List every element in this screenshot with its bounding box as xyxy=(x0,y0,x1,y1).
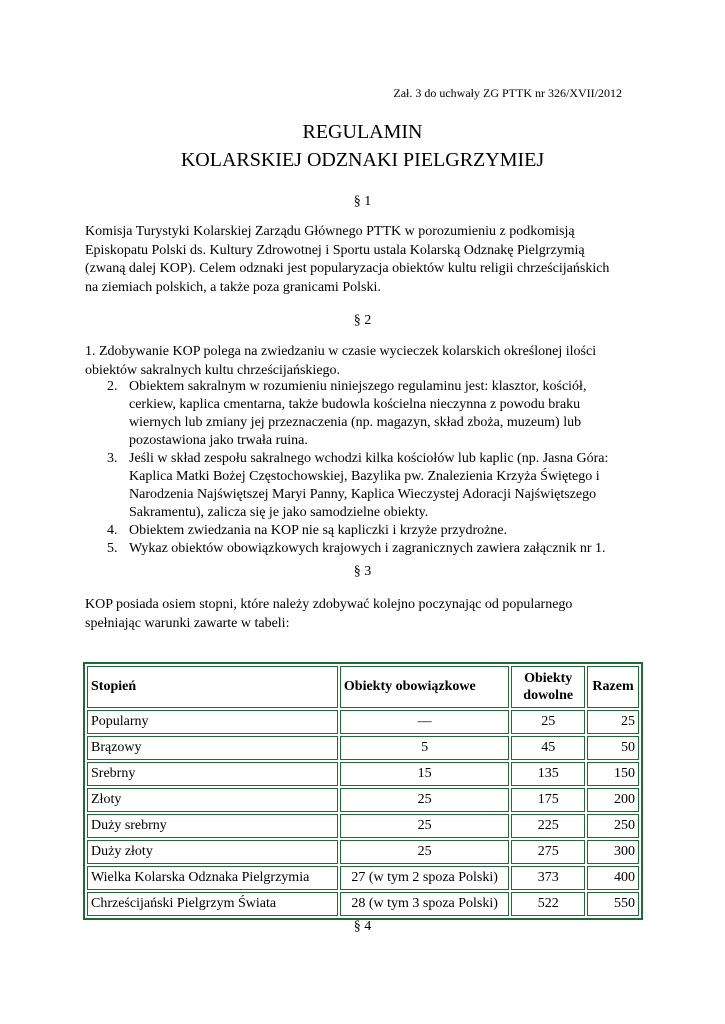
cell-degree: Popularny xyxy=(87,710,338,734)
cell-total: 400 xyxy=(587,866,639,890)
cell-optional: 135 xyxy=(511,762,585,786)
cell-total: 200 xyxy=(587,788,639,812)
cell-optional: 373 xyxy=(511,866,585,890)
header-optional-line-1: Obiekty xyxy=(524,671,573,686)
section-1-text xyxy=(85,223,645,297)
cell-total: 50 xyxy=(587,736,639,760)
section-3-heading: § 3 xyxy=(353,564,372,579)
table-row xyxy=(87,814,639,838)
cell-total: 25 xyxy=(587,710,639,734)
text-line: Obiektem zwiedzania na KOP nie są kapliczki i krzyże przydrożne. xyxy=(129,523,508,538)
section-4-heading: § 4 xyxy=(353,919,372,934)
cell-optional: 225 xyxy=(511,814,585,838)
section-1-heading: § 1 xyxy=(353,194,372,209)
text-line: spełniając warunki zawarte w tabeli: xyxy=(85,615,290,631)
table-header-row xyxy=(87,666,639,708)
cell-mandatory: 15 xyxy=(340,762,509,786)
cell-mandatory: 28 (w tym 3 spoza Polski) xyxy=(340,892,509,916)
document-title xyxy=(0,118,725,174)
cell-total: 250 xyxy=(587,814,639,838)
table-row xyxy=(87,762,639,786)
list-item-number: 2. xyxy=(107,379,118,394)
table-row xyxy=(87,866,639,890)
section-3-text xyxy=(85,596,645,633)
cell-degree: Złoty xyxy=(87,788,338,812)
text-line: Obiektem sakralnym w rozumieniu niniejszego regulaminu jest: klasztor, kościół, xyxy=(129,379,587,394)
cell-mandatory: 27 (w tym 2 spoza Polski) xyxy=(340,866,509,890)
section-2-heading: § 2 xyxy=(353,313,372,328)
cell-degree: Duży srebrny xyxy=(87,814,338,838)
cell-total: 300 xyxy=(587,840,639,864)
header-degree: Stopień xyxy=(87,666,338,708)
title-line-1: REGULAMIN xyxy=(302,121,423,143)
text-line: wiernych lub zmiany jej przeznaczenia (np. magazyn, skład zboża, muzeum) lub xyxy=(129,415,582,430)
header-optional-line-2: dowolne xyxy=(523,688,574,703)
degrees-table xyxy=(83,662,643,920)
text-line: na ziemiach polskich, a także poza granicami Polski. xyxy=(85,279,381,295)
cell-optional: 522 xyxy=(511,892,585,916)
list-item-number: 5. xyxy=(107,541,118,556)
section-2-intro xyxy=(85,343,645,380)
cell-total: 550 xyxy=(587,892,639,916)
title-line-2: KOLARSKIEJ ODZNAKI PIELGRZYMIEJ xyxy=(180,149,545,171)
text-line: (zwaną dalej KOP). Celem odznaki jest popularyzacja obiektów kultu religii chrześcijańskich xyxy=(85,261,610,276)
list-item xyxy=(107,450,647,522)
cell-mandatory: 5 xyxy=(340,736,509,760)
cell-total: 150 xyxy=(587,762,639,786)
cell-optional: 275 xyxy=(511,840,585,864)
list-item-number: 3. xyxy=(107,451,118,466)
text-line: pozostawiona jako trwała ruina. xyxy=(129,433,308,448)
cell-degree: Brązowy xyxy=(87,736,338,760)
table-row xyxy=(87,840,639,864)
list-item xyxy=(107,540,647,558)
text-line: Jeśli w skład zespołu sakralnego wchodzi kilka kościołów lub kaplic (np. Jasna Góra: xyxy=(129,451,609,466)
table-row xyxy=(87,788,639,812)
cell-optional: 175 xyxy=(511,788,585,812)
text-line: Narodzenia Najświętszej Maryi Panny, Kaplica Wieczystej Adoracji Najświętszego xyxy=(129,487,597,502)
cell-degree: Srebrny xyxy=(87,762,338,786)
cell-mandatory: 25 xyxy=(340,788,509,812)
text-line: 1. Zdobywanie KOP polega na zwiedzaniu w czasie wycieczek kolarskich określonej ilości xyxy=(85,344,597,359)
cell-degree: Duży złoty xyxy=(87,840,338,864)
text-line: Komisja Turystyki Kolarskiej Zarządu Głównego PTTK w porozumieniu z podkomisją xyxy=(85,224,575,239)
cell-mandatory: 25 xyxy=(340,814,509,838)
text-line: Episkopatu Polski ds. Kultury Zdrowotnej i Sportu ustala Kolarską Odznakę Pielgrzymią xyxy=(85,242,585,258)
cell-optional: 45 xyxy=(511,736,585,760)
cell-degree: Chrześcijański Pielgrzym Świata xyxy=(87,892,338,916)
list-item-number: 4. xyxy=(107,523,118,538)
text-line: KOP posiada osiem stopni, które należy zdobywać kolejno poczynając od popularnego xyxy=(85,597,573,612)
table-row xyxy=(87,892,639,916)
text-line: cerkiew, kaplica cmentarna, także budowla kościelna nieczynna z powodu braku xyxy=(129,397,581,412)
text-line: Kaplica Matki Bożej Częstochowskiej, Bazylika pw. Znalezienia Krzyża Świętego i xyxy=(129,469,600,484)
table-row xyxy=(87,710,639,734)
header-mandatory: Obiekty obowiązkowe xyxy=(340,666,509,708)
text-line: obiektów sakralnych kultu chrześcijańskiego. xyxy=(85,362,341,378)
section-2-list xyxy=(107,378,647,558)
cell-degree: Wielka Kolarska Odznaka Pielgrzymia xyxy=(87,866,338,890)
header-optional xyxy=(511,666,585,708)
cell-mandatory: — xyxy=(340,710,509,734)
cell-optional: 25 xyxy=(511,710,585,734)
list-item xyxy=(107,522,647,540)
cell-mandatory: 25 xyxy=(340,840,509,864)
text-line: Sakramentu), zalicza się je jako samodzielne obiekty. xyxy=(129,505,429,520)
header-total: Razem xyxy=(587,666,639,708)
list-item xyxy=(107,378,647,450)
table-row xyxy=(87,736,639,760)
text-line: Wykaz obiektów obowiązkowych krajowych i zagranicznych zawiera załącznik nr 1. xyxy=(129,541,606,556)
resolution-reference: Zał. 3 do uchwały ZG PTTK nr 326/XVII/2012 xyxy=(393,86,622,100)
